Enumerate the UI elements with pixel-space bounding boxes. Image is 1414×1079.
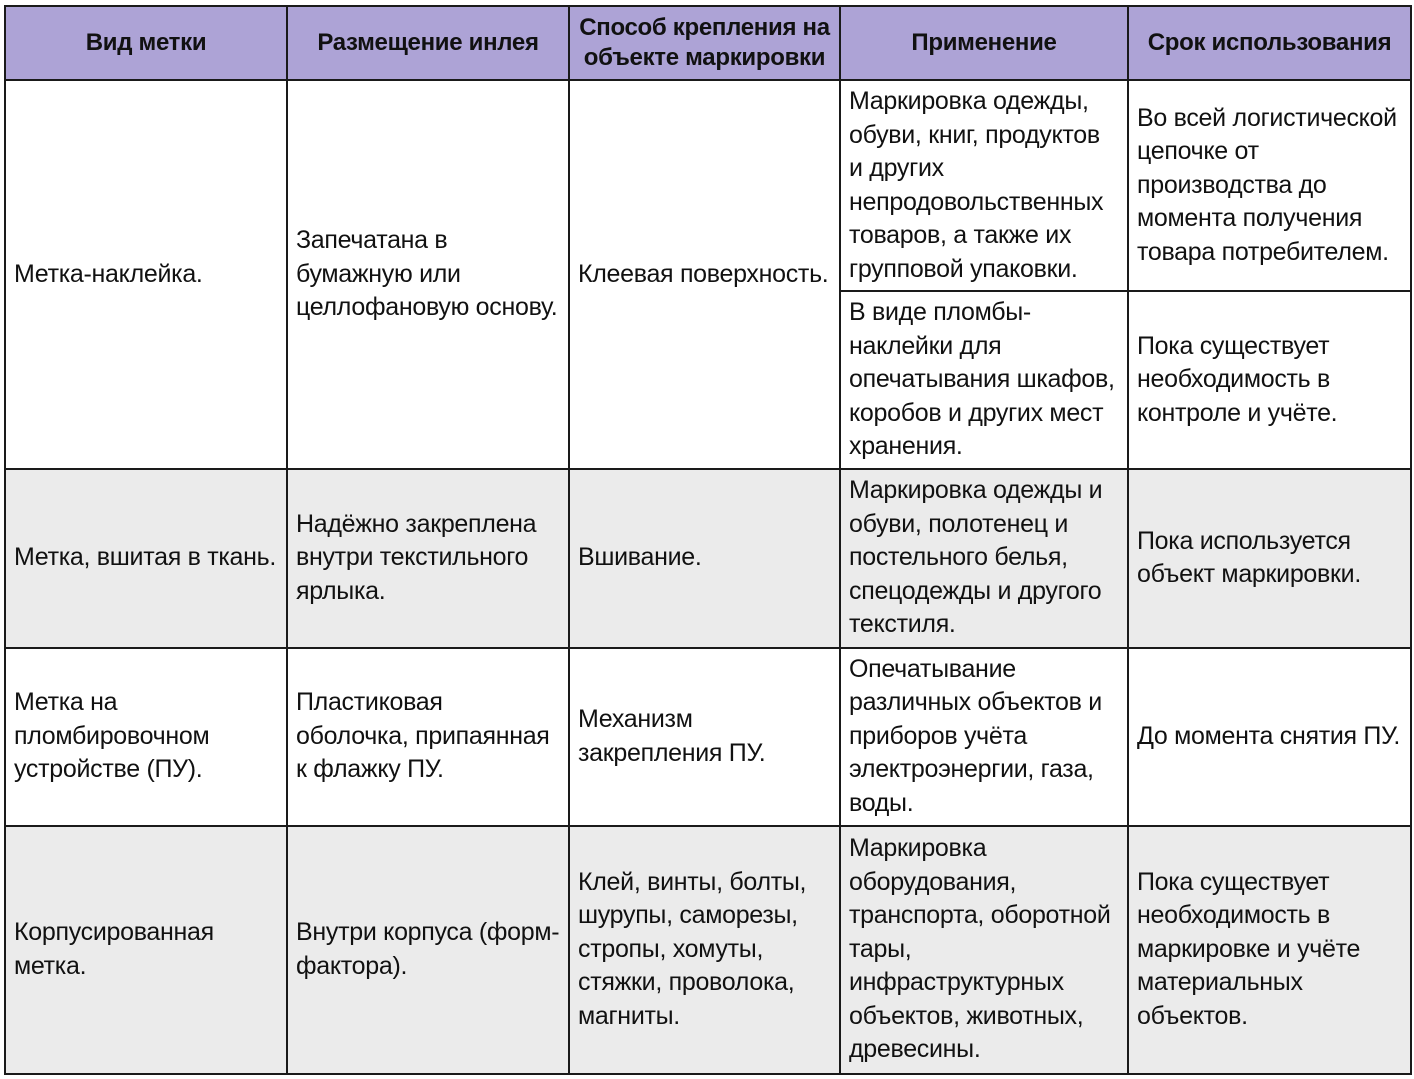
cell-application: В виде пломбы-наклейки для опечатывания шкафов, коробов и других мест хранения. [840,291,1128,469]
cell-tag-type: Метка-наклейка. [5,80,287,469]
header-inlay-placement: Размещение инлея [287,6,569,80]
cell-application: Маркировка одежды и обуви, полотенец и постельного белья, спецодежды и другого текстиля. [840,469,1128,648]
cell-usage-term: Во всей логистической цепочке от производства до момента получения товара потребителем. [1128,80,1411,291]
cell-application: Маркировка оборудования, транспорта, оборотной тары, инфраструктурных объектов, животных, древесины. [840,826,1128,1074]
cell-tag-type: Корпусированная метка. [5,826,287,1074]
cell-usage-term: Пока существует необходимость в контроле и учёте. [1128,291,1411,469]
cell-fastening-method: Вшивание. [569,469,840,648]
cell-inlay-placement: Пластиковая оболочка, припаянная к флажку ПУ. [287,648,569,826]
table-row [5,469,1411,648]
cell-inlay-placement: Внутри корпуса (форм-фактора). [287,826,569,1074]
tag-types-table-container [4,5,1410,1075]
cell-fastening-method: Механизм закрепления ПУ. [569,648,840,826]
cell-tag-type: Метка, вшитая в ткань. [5,469,287,648]
cell-fastening-method: Клеевая поверхность. [569,80,840,469]
cell-application: Опечатывание различных объектов и приборов учёта электроэнергии, газа, воды. [840,648,1128,826]
header-application: Применение [840,6,1128,80]
table-row [5,826,1411,1074]
table-row [5,80,1411,291]
cell-fastening-method: Клей, винты, болты, шурупы, саморезы, стропы, хомуты, стяжки, проволока, магниты. [569,826,840,1074]
tag-types-table [4,5,1412,1075]
cell-tag-type: Метка на пломбировочном устройстве (ПУ). [5,648,287,826]
header-fastening-method: Способ крепления на объекте маркировки [569,6,840,80]
cell-usage-term: До момента снятия ПУ. [1128,648,1411,826]
table-row [5,648,1411,826]
header-tag-type: Вид метки [5,6,287,80]
cell-inlay-placement: Надёжно закреплена внутри текстильного ярлыка. [287,469,569,648]
cell-usage-term: Пока существует необходимость в маркировке и учёте материальных объектов. [1128,826,1411,1074]
header-usage-term: Срок использования [1128,6,1411,80]
header-row [5,6,1411,80]
cell-inlay-placement: Запечатана в бумажную или целлофановую основу. [287,80,569,469]
cell-application: Маркировка одежды, обуви, книг, продуктов и других непродовольственных товаров, а также их групповой упаковки. [840,80,1128,291]
cell-usage-term: Пока используется объект маркировки. [1128,469,1411,648]
